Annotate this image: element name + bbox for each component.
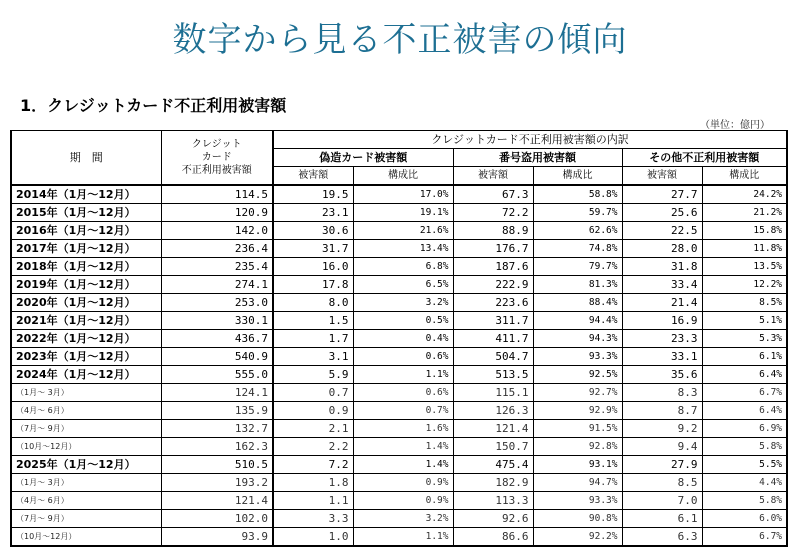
cell-fake: 1.7 bbox=[273, 330, 353, 348]
cell-fake: 1.8 bbox=[273, 474, 353, 492]
cell-num: 187.6 bbox=[453, 258, 533, 276]
cell-total: 253.0 bbox=[161, 294, 273, 312]
cell-fake-ratio: 17.0% bbox=[353, 185, 453, 204]
cell-period: 2016年（1月～12月） bbox=[11, 222, 161, 240]
cell-fake: 16.0 bbox=[273, 258, 353, 276]
cell-fake: 0.9 bbox=[273, 402, 353, 420]
cell-other: 7.0 bbox=[622, 492, 702, 510]
cell-num-ratio: 94.4% bbox=[533, 312, 622, 330]
cell-fake-ratio: 0.9% bbox=[353, 492, 453, 510]
year-row bbox=[11, 348, 787, 366]
cell-other: 16.9 bbox=[622, 312, 702, 330]
cell-other-ratio: 13.5% bbox=[702, 258, 787, 276]
cell-num: 182.9 bbox=[453, 474, 533, 492]
cell-num: 311.7 bbox=[453, 312, 533, 330]
cell-other: 25.6 bbox=[622, 204, 702, 222]
cell-total: 274.1 bbox=[161, 276, 273, 294]
header-breakdown: クレジットカード不正利用被害額の内訳 bbox=[273, 131, 787, 149]
cell-fake-ratio: 1.6% bbox=[353, 420, 453, 438]
cell-period: 2020年（1月～12月） bbox=[11, 294, 161, 312]
quarter-row bbox=[11, 402, 787, 420]
cell-fake-ratio: 0.5% bbox=[353, 312, 453, 330]
cell-num: 475.4 bbox=[453, 456, 533, 474]
quarter-row bbox=[11, 528, 787, 547]
header-period: 期 間 bbox=[11, 131, 161, 186]
cell-num: 513.5 bbox=[453, 366, 533, 384]
cell-fake: 17.8 bbox=[273, 276, 353, 294]
header-group-other: その他不正利用被害額 bbox=[622, 149, 787, 167]
cell-period: （7月～ 9月） bbox=[11, 510, 161, 528]
cell-fake-ratio: 0.6% bbox=[353, 348, 453, 366]
cell-fake: 3.3 bbox=[273, 510, 353, 528]
header-sub-ratio: 構成比 bbox=[702, 167, 787, 186]
cell-num: 411.7 bbox=[453, 330, 533, 348]
cell-other-ratio: 15.8% bbox=[702, 222, 787, 240]
cell-total: 102.0 bbox=[161, 510, 273, 528]
cell-fake-ratio: 6.8% bbox=[353, 258, 453, 276]
cell-other: 9.2 bbox=[622, 420, 702, 438]
cell-total: 93.9 bbox=[161, 528, 273, 547]
cell-period: 2018年（1月～12月） bbox=[11, 258, 161, 276]
cell-fake: 1.1 bbox=[273, 492, 353, 510]
slide-title: 数字から見る不正被害の傾向 bbox=[172, 20, 628, 60]
cell-other: 9.4 bbox=[622, 438, 702, 456]
cell-total: 135.9 bbox=[161, 402, 273, 420]
cell-fake-ratio: 19.1% bbox=[353, 204, 453, 222]
cell-num-ratio: 90.8% bbox=[533, 510, 622, 528]
cell-num-ratio: 88.4% bbox=[533, 294, 622, 312]
cell-other: 8.5 bbox=[622, 474, 702, 492]
cell-num: 150.7 bbox=[453, 438, 533, 456]
cell-other-ratio: 5.8% bbox=[702, 492, 787, 510]
cell-total: 132.7 bbox=[161, 420, 273, 438]
cell-fake: 19.5 bbox=[273, 185, 353, 204]
table-body bbox=[11, 185, 787, 546]
cell-period: （10月～12月） bbox=[11, 528, 161, 547]
cell-period: 2019年（1月～12月） bbox=[11, 276, 161, 294]
year-row bbox=[11, 204, 787, 222]
cell-total: 330.1 bbox=[161, 312, 273, 330]
header-sub-amount: 被害額 bbox=[453, 167, 533, 186]
cell-period: 2021年（1月～12月） bbox=[11, 312, 161, 330]
header-sub-amount: 被害額 bbox=[622, 167, 702, 186]
cell-num: 126.3 bbox=[453, 402, 533, 420]
header-sub-ratio: 構成比 bbox=[533, 167, 622, 186]
cell-other: 31.8 bbox=[622, 258, 702, 276]
cell-num-ratio: 58.8% bbox=[533, 185, 622, 204]
cell-other: 27.9 bbox=[622, 456, 702, 474]
cell-num: 92.6 bbox=[453, 510, 533, 528]
cell-fake: 3.1 bbox=[273, 348, 353, 366]
cell-num-ratio: 91.5% bbox=[533, 420, 622, 438]
cell-total: 236.4 bbox=[161, 240, 273, 258]
cell-other: 23.3 bbox=[622, 330, 702, 348]
cell-other: 6.3 bbox=[622, 528, 702, 547]
cell-total: 510.5 bbox=[161, 456, 273, 474]
cell-other: 8.3 bbox=[622, 384, 702, 402]
section-heading: 1．クレジットカード不正利用被害額 bbox=[20, 96, 287, 115]
cell-fake-ratio: 3.2% bbox=[353, 510, 453, 528]
cell-fake-ratio: 13.4% bbox=[353, 240, 453, 258]
cell-fake: 7.2 bbox=[273, 456, 353, 474]
cell-num: 67.3 bbox=[453, 185, 533, 204]
cell-fake-ratio: 1.4% bbox=[353, 438, 453, 456]
cell-fake-ratio: 0.7% bbox=[353, 402, 453, 420]
cell-period: 2017年（1月～12月） bbox=[11, 240, 161, 258]
cell-other-ratio: 11.8% bbox=[702, 240, 787, 258]
year-row bbox=[11, 240, 787, 258]
cell-num: 176.7 bbox=[453, 240, 533, 258]
cell-other-ratio: 5.5% bbox=[702, 456, 787, 474]
cell-other: 35.6 bbox=[622, 366, 702, 384]
cell-num: 72.2 bbox=[453, 204, 533, 222]
cell-fake: 31.7 bbox=[273, 240, 353, 258]
cell-fake-ratio: 0.6% bbox=[353, 384, 453, 402]
cell-fake-ratio: 1.4% bbox=[353, 456, 453, 474]
cell-other: 6.1 bbox=[622, 510, 702, 528]
cell-num-ratio: 93.3% bbox=[533, 492, 622, 510]
cell-other: 28.0 bbox=[622, 240, 702, 258]
header-total bbox=[161, 131, 273, 186]
quarter-row bbox=[11, 510, 787, 528]
cell-total: 540.9 bbox=[161, 348, 273, 366]
cell-other-ratio: 12.2% bbox=[702, 276, 787, 294]
cell-other-ratio: 4.4% bbox=[702, 474, 787, 492]
cell-num-ratio: 81.3% bbox=[533, 276, 622, 294]
cell-other-ratio: 24.2% bbox=[702, 185, 787, 204]
cell-fake-ratio: 6.5% bbox=[353, 276, 453, 294]
cell-fake: 2.1 bbox=[273, 420, 353, 438]
cell-other-ratio: 8.5% bbox=[702, 294, 787, 312]
header-group-number: 番号盗用被害額 bbox=[453, 149, 622, 167]
cell-num: 222.9 bbox=[453, 276, 533, 294]
cell-fake: 1.5 bbox=[273, 312, 353, 330]
year-row bbox=[11, 258, 787, 276]
unit-note: （単位：億円） bbox=[700, 120, 770, 131]
cell-num-ratio: 74.8% bbox=[533, 240, 622, 258]
header-total-text: クレジット カード 不正利用被害額 bbox=[181, 139, 252, 176]
cell-period: （4月～ 6月） bbox=[11, 402, 161, 420]
cell-other-ratio: 21.2% bbox=[702, 204, 787, 222]
cell-num-ratio: 93.1% bbox=[533, 456, 622, 474]
cell-other-ratio: 6.7% bbox=[702, 384, 787, 402]
cell-num: 121.4 bbox=[453, 420, 533, 438]
quarter-row bbox=[11, 384, 787, 402]
cell-period: （10月～12月） bbox=[11, 438, 161, 456]
cell-other: 8.7 bbox=[622, 402, 702, 420]
year-row bbox=[11, 185, 787, 204]
cell-num: 88.9 bbox=[453, 222, 533, 240]
year-row bbox=[11, 456, 787, 474]
quarter-row bbox=[11, 474, 787, 492]
cell-num-ratio: 62.6% bbox=[533, 222, 622, 240]
cell-period: 2025年（1月～12月） bbox=[11, 456, 161, 474]
cell-period: （1月～ 3月） bbox=[11, 384, 161, 402]
year-row bbox=[11, 366, 787, 384]
cell-period: 2023年（1月～12月） bbox=[11, 348, 161, 366]
cell-total: 235.4 bbox=[161, 258, 273, 276]
cell-total: 436.7 bbox=[161, 330, 273, 348]
cell-fake-ratio: 0.9% bbox=[353, 474, 453, 492]
cell-num-ratio: 94.3% bbox=[533, 330, 622, 348]
cell-total: 120.9 bbox=[161, 204, 273, 222]
year-row bbox=[11, 222, 787, 240]
year-row bbox=[11, 330, 787, 348]
cell-other-ratio: 6.1% bbox=[702, 348, 787, 366]
cell-total: 555.0 bbox=[161, 366, 273, 384]
cell-num-ratio: 79.7% bbox=[533, 258, 622, 276]
cell-other: 33.1 bbox=[622, 348, 702, 366]
cell-num-ratio: 92.9% bbox=[533, 402, 622, 420]
cell-total: 114.5 bbox=[161, 185, 273, 204]
cell-period: （7月～ 9月） bbox=[11, 420, 161, 438]
quarter-row bbox=[11, 492, 787, 510]
year-row bbox=[11, 276, 787, 294]
cell-fake: 30.6 bbox=[273, 222, 353, 240]
cell-total: 121.4 bbox=[161, 492, 273, 510]
cell-num-ratio: 92.2% bbox=[533, 528, 622, 547]
cell-period: 2015年（1月～12月） bbox=[11, 204, 161, 222]
cell-fake: 8.0 bbox=[273, 294, 353, 312]
cell-period: （1月～ 3月） bbox=[11, 474, 161, 492]
cell-fake-ratio: 1.1% bbox=[353, 366, 453, 384]
cell-fake-ratio: 3.2% bbox=[353, 294, 453, 312]
cell-fake-ratio: 21.6% bbox=[353, 222, 453, 240]
header-group-fake: 偽造カード被害額 bbox=[273, 149, 453, 167]
cell-fake: 0.7 bbox=[273, 384, 353, 402]
quarter-row bbox=[11, 438, 787, 456]
quarter-row bbox=[11, 420, 787, 438]
cell-num: 113.3 bbox=[453, 492, 533, 510]
cell-other: 33.4 bbox=[622, 276, 702, 294]
year-row bbox=[11, 312, 787, 330]
cell-fake: 23.1 bbox=[273, 204, 353, 222]
cell-total: 124.1 bbox=[161, 384, 273, 402]
cell-other-ratio: 6.7% bbox=[702, 528, 787, 547]
cell-fake-ratio: 0.4% bbox=[353, 330, 453, 348]
cell-fake: 5.9 bbox=[273, 366, 353, 384]
cell-other-ratio: 6.9% bbox=[702, 420, 787, 438]
cell-total: 193.2 bbox=[161, 474, 273, 492]
cell-num-ratio: 92.7% bbox=[533, 384, 622, 402]
cell-other-ratio: 5.1% bbox=[702, 312, 787, 330]
cell-other-ratio: 6.4% bbox=[702, 402, 787, 420]
cell-total: 142.0 bbox=[161, 222, 273, 240]
cell-total: 162.3 bbox=[161, 438, 273, 456]
year-row bbox=[11, 294, 787, 312]
cell-period: （4月～ 6月） bbox=[11, 492, 161, 510]
cell-num: 115.1 bbox=[453, 384, 533, 402]
cell-period: 2022年（1月～12月） bbox=[11, 330, 161, 348]
cell-fake: 1.0 bbox=[273, 528, 353, 547]
cell-fake-ratio: 1.1% bbox=[353, 528, 453, 547]
cell-num-ratio: 94.7% bbox=[533, 474, 622, 492]
cell-period: 2014年（1月～12月） bbox=[11, 185, 161, 204]
cell-other: 22.5 bbox=[622, 222, 702, 240]
cell-num-ratio: 92.5% bbox=[533, 366, 622, 384]
cell-num: 86.6 bbox=[453, 528, 533, 547]
cell-num: 223.6 bbox=[453, 294, 533, 312]
cell-num: 504.7 bbox=[453, 348, 533, 366]
cell-other-ratio: 5.8% bbox=[702, 438, 787, 456]
cell-num-ratio: 59.7% bbox=[533, 204, 622, 222]
cell-fake: 2.2 bbox=[273, 438, 353, 456]
cell-other-ratio: 6.0% bbox=[702, 510, 787, 528]
cell-period: 2024年（1月～12月） bbox=[11, 366, 161, 384]
cell-other-ratio: 5.3% bbox=[702, 330, 787, 348]
cell-num-ratio: 92.8% bbox=[533, 438, 622, 456]
cell-other: 21.4 bbox=[622, 294, 702, 312]
fraud-damage-table bbox=[10, 130, 788, 547]
cell-other: 27.7 bbox=[622, 185, 702, 204]
header-sub-amount: 被害額 bbox=[273, 167, 353, 186]
cell-other-ratio: 6.4% bbox=[702, 366, 787, 384]
cell-num-ratio: 93.3% bbox=[533, 348, 622, 366]
header-sub-ratio: 構成比 bbox=[353, 167, 453, 186]
